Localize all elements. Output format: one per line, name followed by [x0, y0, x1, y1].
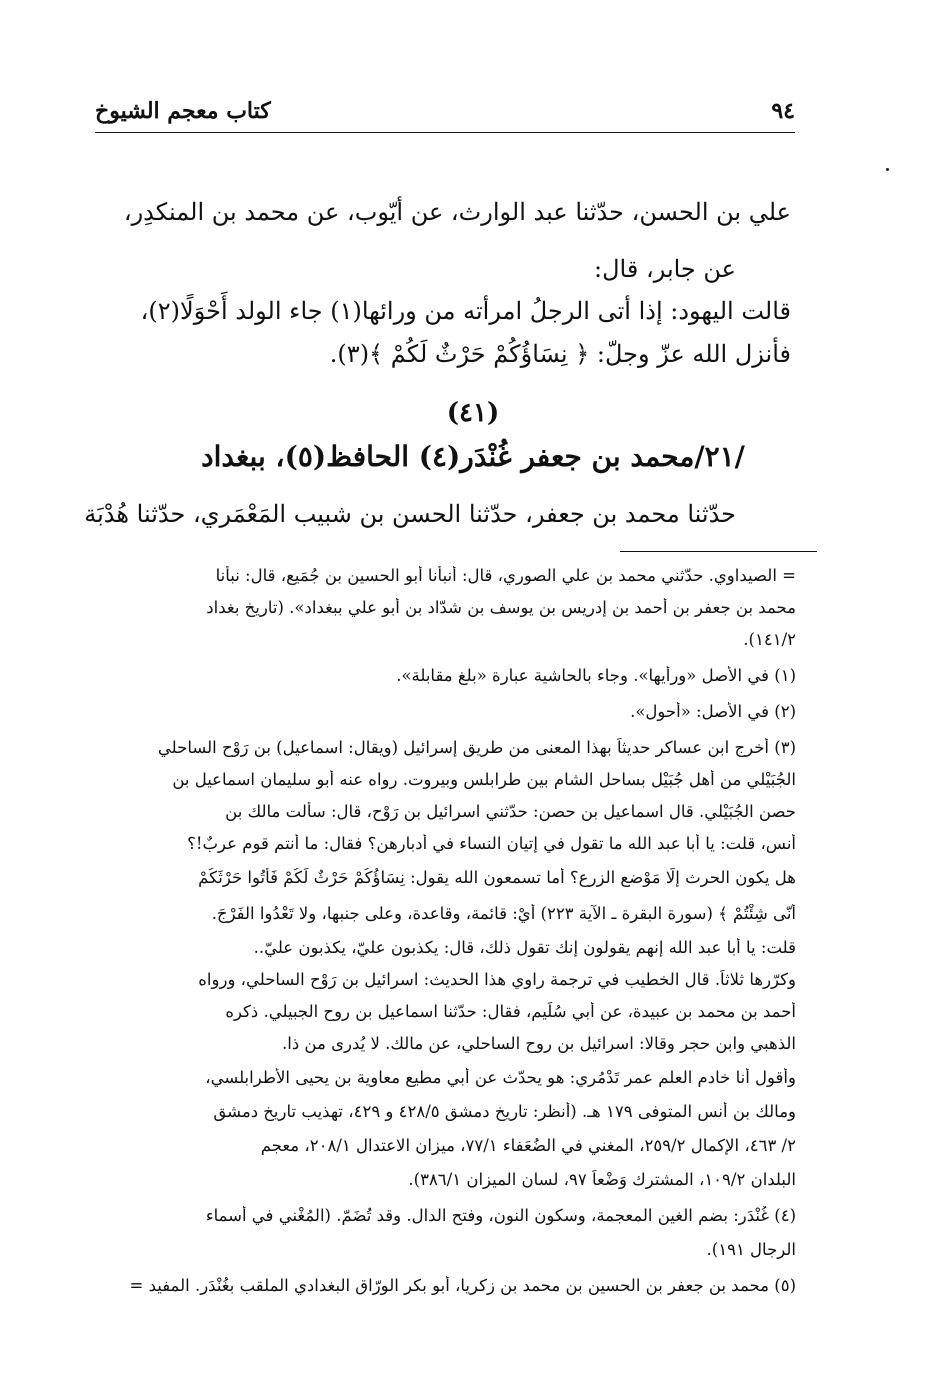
entry-first-line: حدّثنا محمد بن جعفر، حدّثنا الحسن بن شبيب المَعْمَري، حدّثنا هُدْبَة	[84, 500, 736, 528]
footnote-line: = الصيداوي. حدّثني محمد بن علي الصوري، قال: أنبأنا أبو الحسين بن جُمَيع، قال: نبأنا	[215, 566, 796, 585]
page-number: ٩٤	[771, 98, 795, 124]
body-line: فأنزل الله عزّ وجلّ: ﴿ نِسَاؤُكُمْ حَرْثٌ لَكُمْ ﴾(٣).	[329, 340, 791, 368]
footnote-line: ١٤١/٢).	[743, 630, 796, 649]
footnote-line: أحمد بن محمد بن عبيدة، عن أبي سُلَيم، فقال: حدّثنا اسماعيل بن روح الجبيلي. ذكره	[225, 1002, 796, 1021]
footnote-line: هل يكون الحرث إلّا مَوْضع الزرع؟ أما تسمعون الله يقول: نِسَاؤُكُمْ حَرْثٌ لَكُمْ فَأْتُوا حَرْثَكُمْ	[198, 868, 796, 887]
body-line: عن جابر، قال:	[594, 255, 736, 283]
footnote-line: وأقول أنا خادم العلم عمر تَدْمُري: هو يحدّث عن أبي مطيع معاوية بن يحيى الأطرابلسي،	[205, 1068, 796, 1087]
footnote-line: أَنّى شِئْتُمْ ﴾ (سورة البقرة ـ الآية ٢٢٣) أيْ: قائمة، وقاعدة، وعلى جنبها، ولا تَعْدُوا الفَرْجَ.	[211, 904, 796, 923]
footnote-line: (١) في الأصل «ورأيها». وجاء بالحاشية عبارة «بلغ مقابلة».	[396, 666, 796, 685]
body-line: قالت اليهود: إذا أتى الرجلُ امرأته من ورائها(١) جاء الولد أَحْوَلًا(٢)،	[140, 297, 791, 325]
footnote-line: ٢/ ٤٦٣، الإكمال ٢٥٩/٢، المغني في الضُعَفاء ٧٧/١، ميزان الاعتدال ٢٠٨/١، معجم	[260, 1136, 796, 1155]
footnote-line: حصن الجُبَيْلي. قال اسماعيل بن حصن: حدّثني اسرائيل بن رَوْح، قال: سألت مالك بن	[225, 802, 796, 821]
footnote-line: وكرّرها ثلاثاً. قال الخطيب في ترجمة راوي هذا الحديث: اسرائيل بن رَوْح الساحلي، ورواه	[198, 970, 796, 989]
entry-number: (٤١)	[446, 398, 500, 428]
footnote-line: ومالك بن أنس المتوفى ١٧٩ هـ. (أنظر: تاريخ دمشق ٤٢٨/٥ و ٤٢٩، تهذيب تاريخ دمشق	[213, 1102, 796, 1121]
footnote-line: الجُبَيْلي من أهل جُبَيْل بساحل الشام بين طرابلس وبيروت. رواه عنه أبو سليمان اسماعيل بن	[172, 770, 796, 789]
running-title: كتاب معجم الشيوخ	[95, 98, 271, 124]
body-line: علي بن الحسن، حدّثنا عبد الوارث، عن أيّوب، عن محمد بن المنكدِر،	[123, 198, 791, 226]
footnote-line: (٢) في الأصل: «أحول».	[630, 702, 796, 721]
footnote-line: الرجال ١٩١).	[706, 1240, 796, 1259]
footnote-separator	[620, 551, 817, 552]
footnote-line: الذهبي وابن حجر وقالا: اسرائيل بن روح الساحلي، عن مالك. لا يُدرى من ذا.	[282, 1034, 796, 1053]
footnote-line: (٥) محمد بن جعفر بن الحسين بن محمد بن زكريا، أبو بكر الورّاق البغدادي الملقب بغُنْدَر. المفيد =	[129, 1276, 796, 1295]
footnote-line: أنس، قلت: يا أبا عبد الله ما تقول في إتيان النساء في أدبارهن؟ فقال: ما أنتم قوم عربٌ!؟	[187, 834, 796, 853]
page-header	[95, 96, 795, 133]
entry-title: /٢١/محمد بن جعفر غُنْدَر(٤) الحافظ(٥)، ببغداد	[201, 440, 745, 473]
footnote-line: محمد بن جعفر بن أحمد بن إدريس بن يوسف بن شدّاد بن أبو علي ببغداد». (تاريخ بغداد	[206, 598, 796, 617]
speck-mark	[886, 168, 889, 171]
footnote-line: قلت: يا أبا عبد الله إنهم يقولون إنك تقول ذلك، قال: يكذبون عليّ، يكذبون عليّ..	[253, 938, 796, 957]
footnote-line: البلدان ١٠٩/٢، المشترك وَضْعاً ٩٧، لسان الميزان ٣٨٦/١).	[408, 1170, 796, 1189]
footnote-line: (٤) غُنْدَر: بضم الغين المعجمة، وسكون النون، وفتح الدال. وقد تُضَمّ. (المُغْني في أسماء	[205, 1206, 796, 1225]
footnote-line: (٣) أخرج ابن عساكر حديثاً بهذا المعنى من طريق إسرائيل (ويقال: اسماعيل) بن رَوْح الساحلي	[157, 738, 796, 757]
